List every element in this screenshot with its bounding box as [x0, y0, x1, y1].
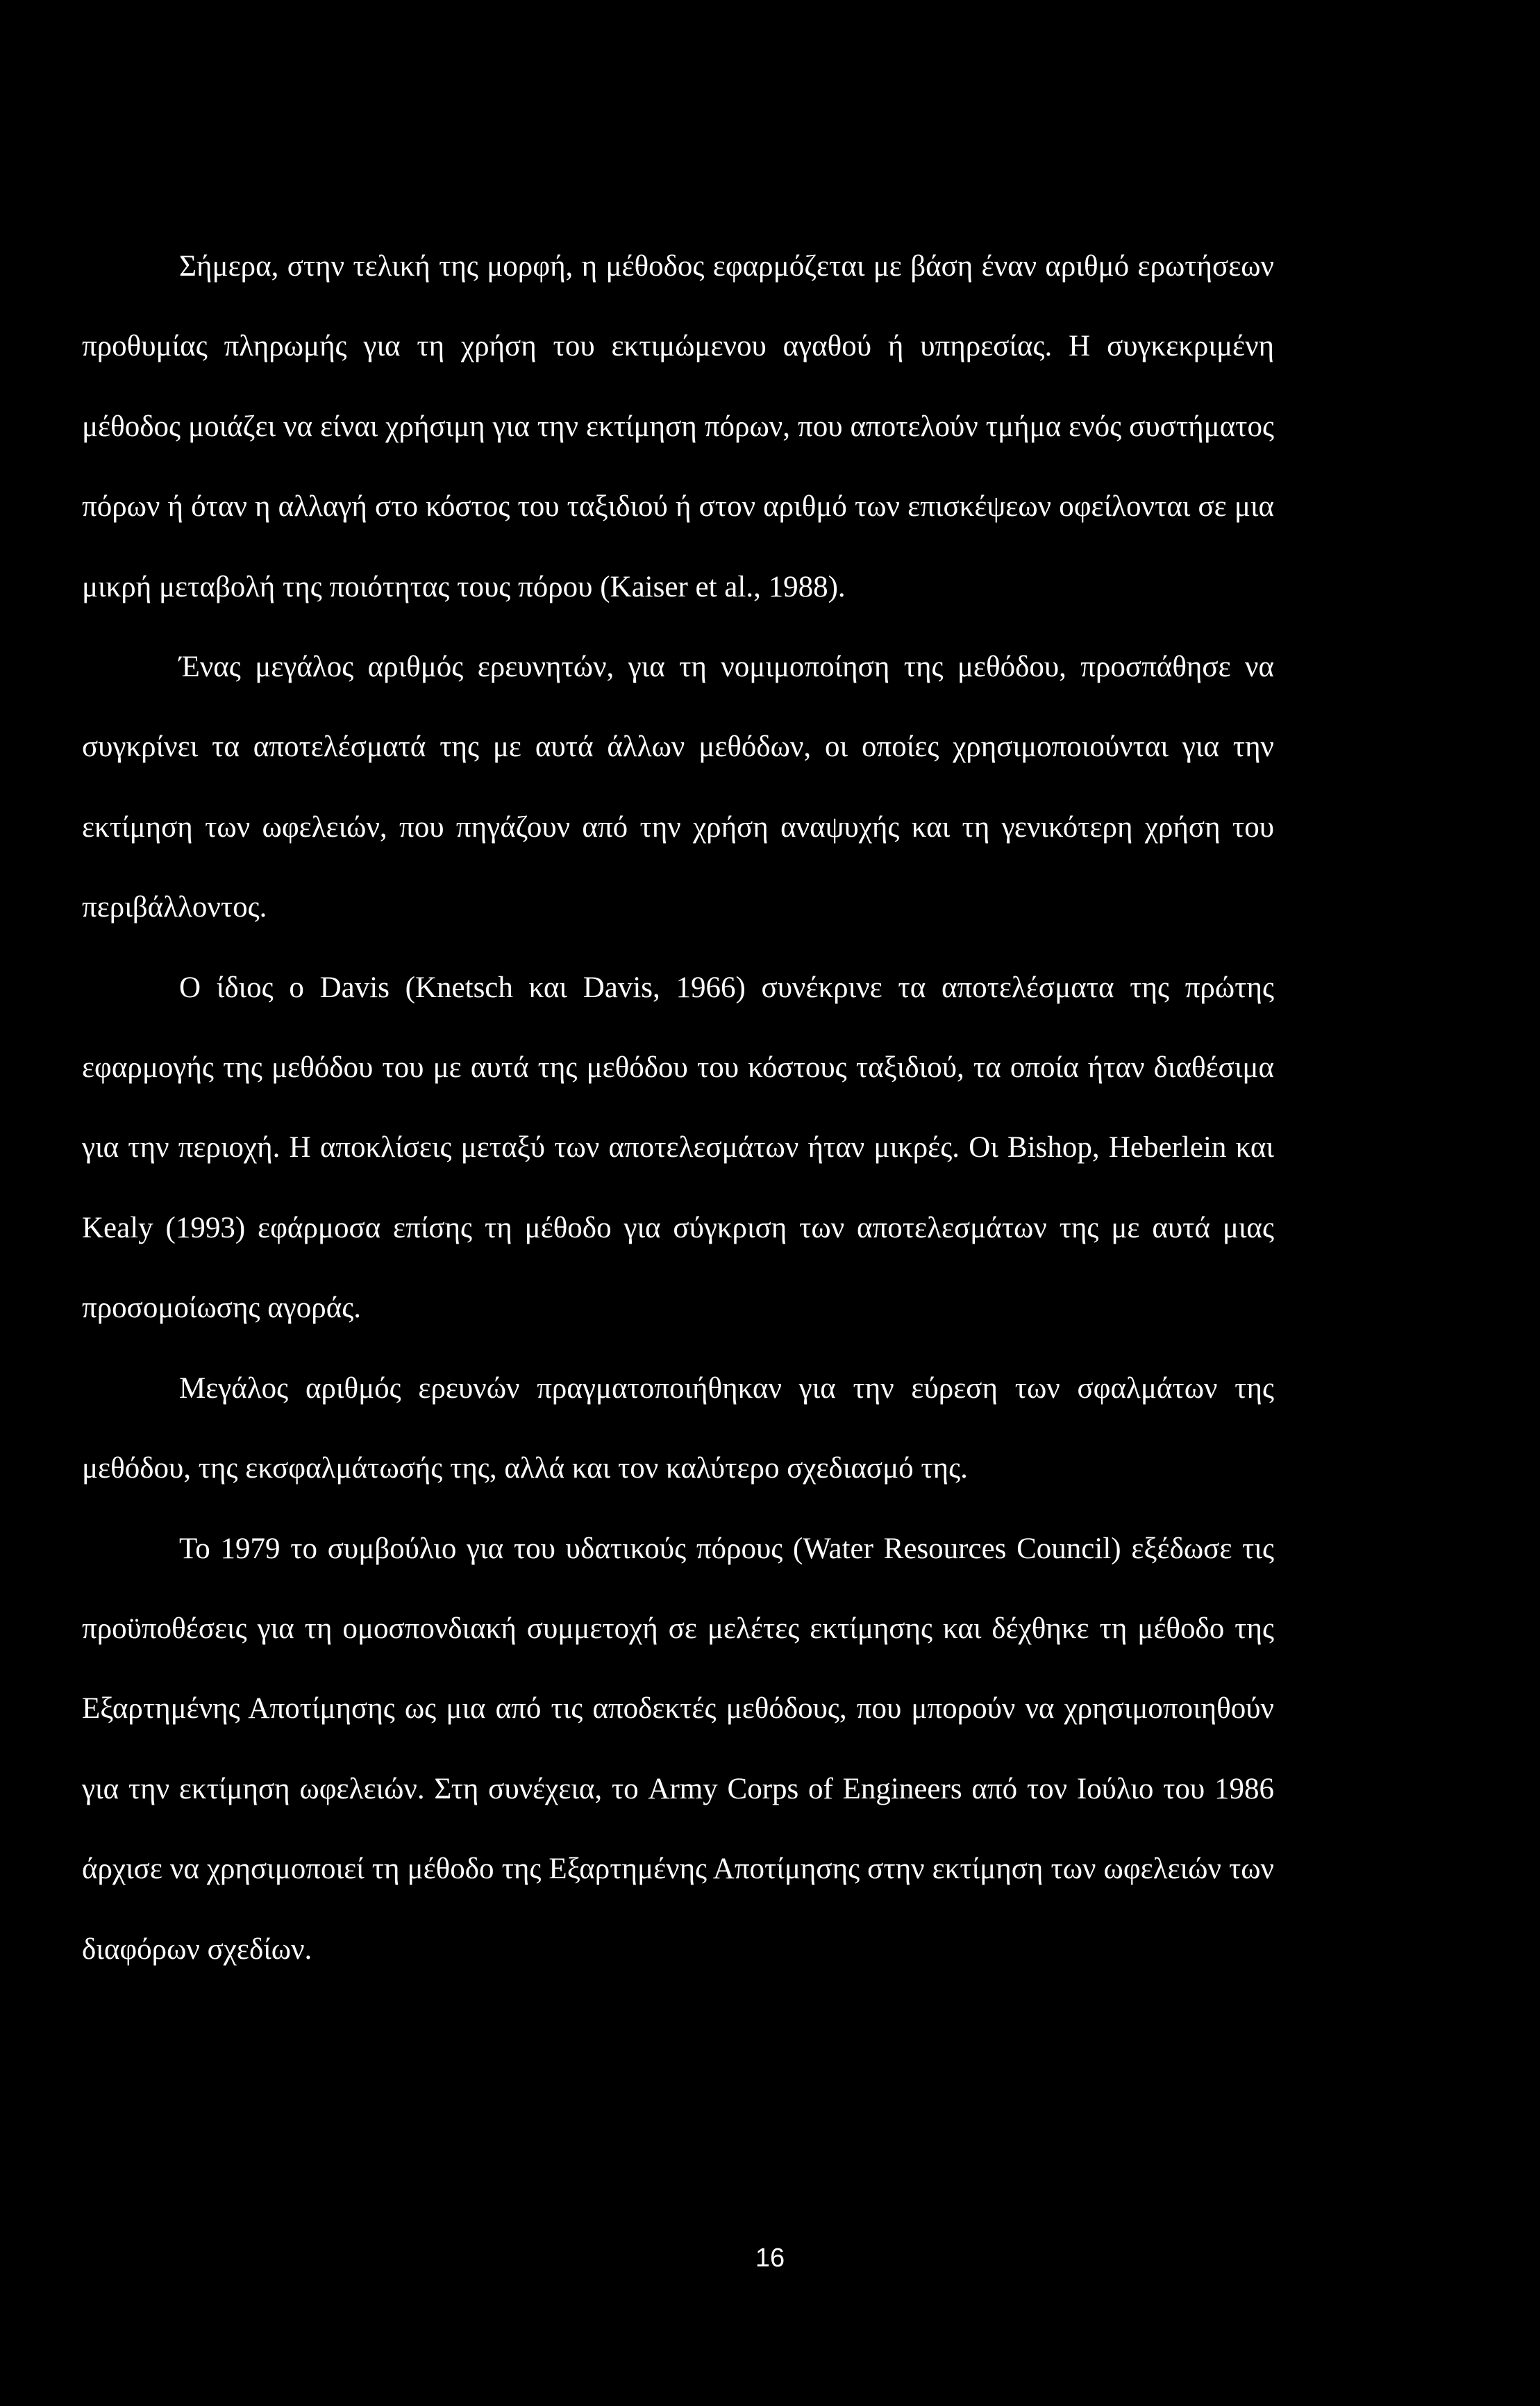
paragraph-4: Μεγάλος αριθμός ερευνών πραγματοποιήθηκαν για την εύρεση των σφαλμάτων της μεθόδου, της εκσφαλμάτωσής της, αλλά και τον καλύτερο σχεδιασμό της.	[82, 1371, 1274, 1485]
page-number: 16	[755, 2244, 785, 2273]
paragraph-1: Σήμερα, στην τελική της μορφή, η μέθοδος εφαρμόζεται με βάση έναν αριθμό ερωτήσεων προθυμίας πληρωμής για τη χρήση του εκτιμώμενου αγαθού ή υπηρεσίας. Η συγκεκριμένη μέθοδος μοιάζει να είναι χρήσιμη για την εκτίμηση πόρων, που αποτελούν τμήμα ενός συστήματος πόρων ή όταν η αλλαγή στο κόστος του ταξιδιού ή στον αριθμό των επισκέψεων οφείλονται σε μια μικρή μεταβολή της ποιότητας τους πόρου (Kaiser et al., 1988).	[82, 250, 1274, 603]
body-text	[82, 226, 1274, 1989]
paragraph-2: Ένας μεγάλος αριθμός ερευνητών, για τη νομιμοποίηση της μεθόδου, προσπάθησε να συγκρίνει τα αποτελέσματά της με αυτά άλλων μεθόδων, οι οποίες χρησιμοποιούνται για την εκτίμηση των ωφελειών, που πηγάζουν από την χρήση αναψυχής και τη γενικότερη χρήση του περιβάλλοντος.	[82, 651, 1274, 924]
paragraph-3: Ο ίδιος ο Davis (Knetsch και Davis, 1966) συνέκρινε τα αποτελέσματα της πρώτης εφαρμογής της μεθόδου του με αυτά της μεθόδου του κόστους ταξιδιού, τα οποία ήταν διαθέσιμα για την περιοχή. Η αποκλίσεις μεταξύ των αποτελεσμάτων ήταν μικρές. Οι Bishop, Heberlein και Kealy (1993) εφάρμοσα επίσης τη μέθοδο για σύγκριση των αποτελεσμάτων της με αυτά μιας προσομοίωσης αγοράς.	[82, 971, 1274, 1325]
paragraph-5: Το 1979 το συμβούλιο για του υδατικούς πόρους (Water Resources Council) εξέδωσε τις προϋποθέσεις για τη ομοσπονδιακή συμμετοχή σε μελέτες εκτίμησης και δέχθηκε τη μέθοδο της Εξαρτημένης Αποτίμησης ως μια από τις αποδεκτές μεθόδους, που μπορούν να χρησιμοποιηθούν για την εκτίμηση ωφελειών. Στη συνέχεια, το Army Corps of Engineers από τον Ιούλιο του 1986 άρχισε να χρησιμοποιεί τη μέθοδο της Εξαρτημένης Αποτίμησης στην εκτίμηση των ωφελειών των διαφόρων σχεδίων.	[82, 1532, 1274, 1966]
